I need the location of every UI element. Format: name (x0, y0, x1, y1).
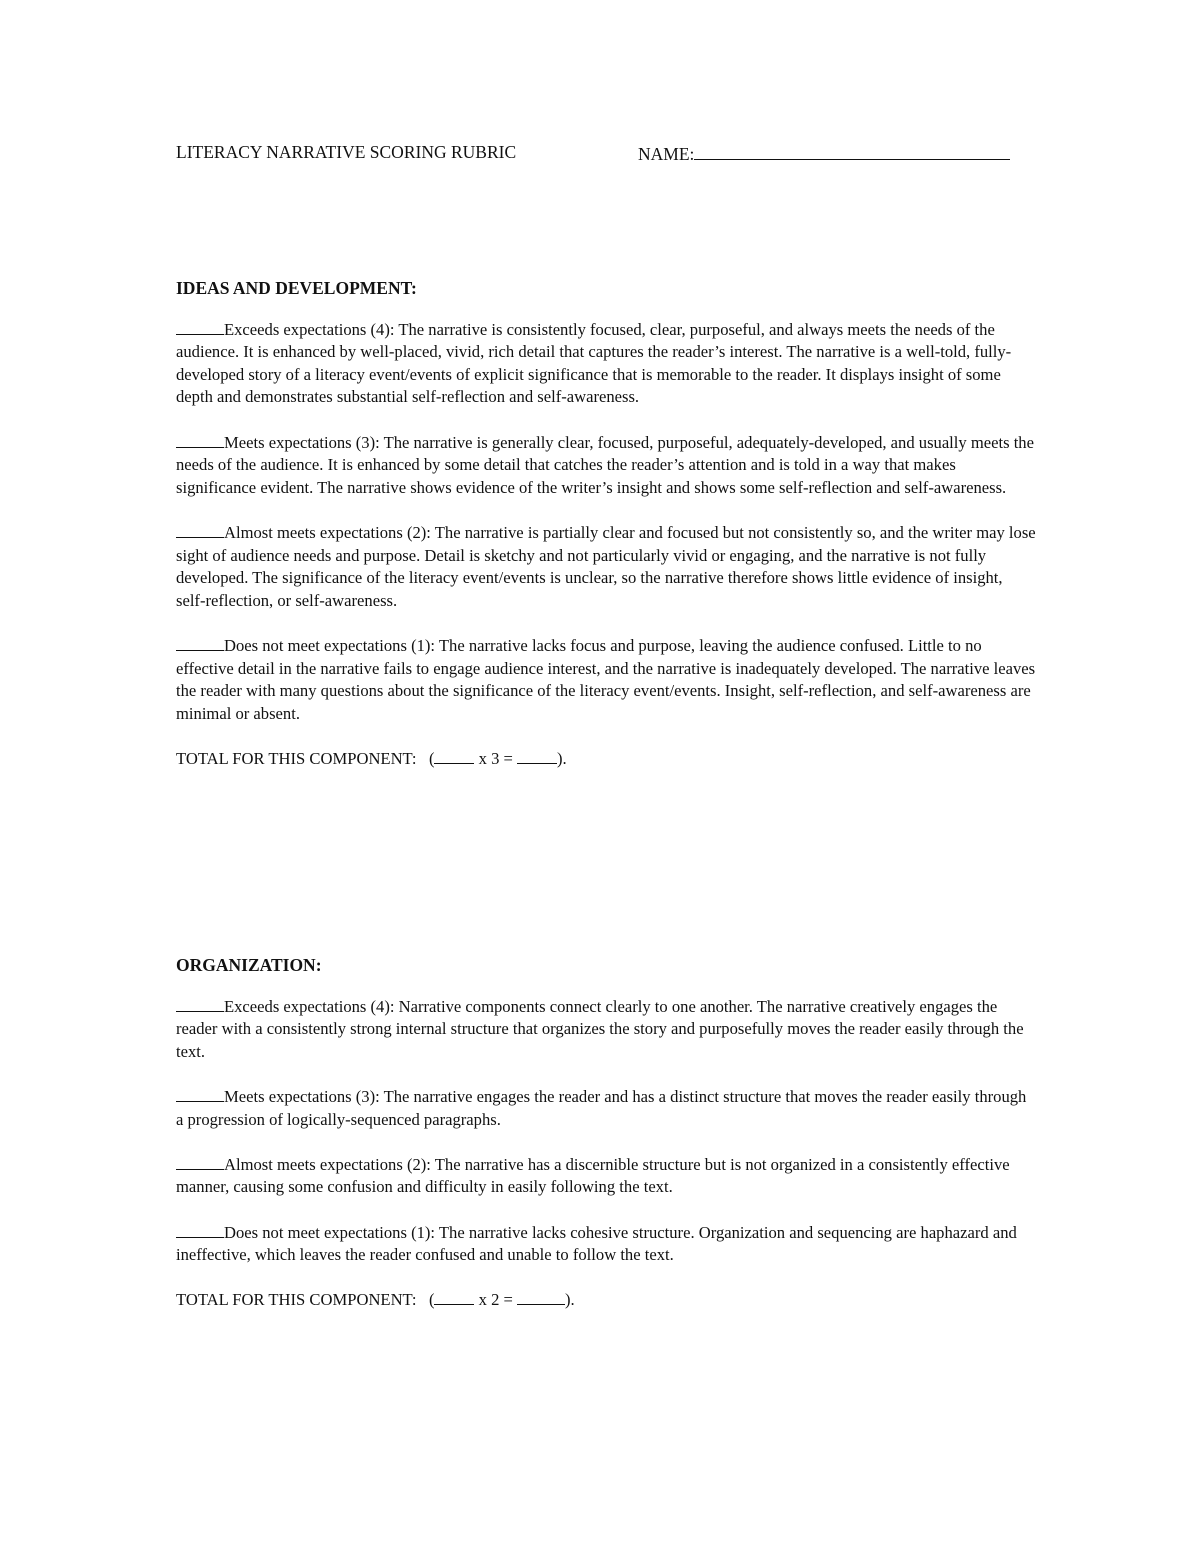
total-open: ( (428, 748, 435, 768)
criterion-text: Does not meet expectations (1): The narrative lacks cohesive structure. Organization and sequencing are haphazard and ineffective, which leaves the reader confused and unable to follow the text. (176, 1222, 1017, 1265)
score-blank (176, 1222, 224, 1238)
document-title: LITERACY NARRATIVE SCORING RUBRIC (176, 142, 517, 162)
criterion-text: Almost meets expectations (2): The narrative is partially clear and focused but not consistently so, and the writer may lose sight of audience needs and purpose. Detail is sketchy and not particularly vivid or engaging, and the narrative is not fully developed. The significance of the literacy event/events is unclear, so the narrative therefore shows little evidence of insight, self-reflection, or self-awareness. (176, 522, 1036, 610)
rubric-header (176, 142, 695, 164)
ideas-criterion-3 (176, 432, 1036, 500)
total-blank (517, 748, 557, 764)
score-blank (176, 1154, 224, 1170)
total-label: TOTAL FOR THIS COMPONENT: (176, 748, 417, 768)
total-blank (517, 1289, 565, 1305)
score-blank (176, 996, 224, 1012)
total-multiplier: x 2 = (478, 1290, 513, 1310)
ideas-criterion-2 (176, 522, 1036, 612)
organization-total (176, 1289, 1036, 1312)
criterion-text: Does not meet expectations (1): The narrative lacks focus and purpose, leaving the audience confused. Little to no effective detail in the narrative fails to engage audience interest, and the narrative is inadequately developed. The narrative leaves the reader with many questions about the significance of the literacy event/events. Insight, self-reflection, and self-awareness are minimal or absent. (176, 635, 1036, 723)
org-criterion-4 (176, 996, 1036, 1064)
org-criterion-1 (176, 1222, 1036, 1267)
name-label: NAME: (638, 144, 695, 164)
score-blank (176, 319, 224, 335)
score-blank (434, 748, 474, 764)
org-criterion-2 (176, 1154, 1036, 1199)
section-title-ideas: IDEAS AND DEVELOPMENT: (176, 278, 417, 298)
section-title-organization: ORGANIZATION: (176, 955, 322, 975)
criterion-text: Meets expectations (3): The narrative engages the reader and has a distinct structure that moves the reader easily through a progression of logically-sequenced paragraphs. (176, 1086, 1027, 1129)
total-label: TOTAL FOR THIS COMPONENT: (176, 1290, 417, 1310)
name-blank (694, 142, 1010, 160)
score-blank (434, 1289, 474, 1305)
score-blank (176, 1086, 224, 1102)
ideas-criterion-1 (176, 635, 1036, 725)
org-criterion-3 (176, 1086, 1036, 1131)
total-close: ). (557, 748, 567, 768)
ideas-criterion-4 (176, 319, 1036, 409)
score-blank (176, 522, 224, 538)
name-field (638, 142, 1010, 165)
total-open: ( (428, 1290, 435, 1310)
ideas-total (176, 748, 1036, 771)
total-close: ). (565, 1290, 575, 1310)
score-blank (176, 635, 224, 651)
organization-section (176, 954, 1036, 1312)
criterion-text: Almost meets expectations (2): The narrative has a discernible structure but is not organized in a consistently effective manner, causing some confusion and difficulty in easily following the text. (176, 1154, 1010, 1197)
ideas-section (176, 277, 1036, 770)
criterion-text: Exceeds expectations (4): Narrative components connect clearly to one another. The narrative creatively engages the reader with a consistently strong internal structure that organizes the story and purposefully moves the reader easily through the text. (176, 996, 1024, 1061)
criterion-text: Exceeds expectations (4): The narrative is consistently focused, clear, purposeful, and always meets the needs of the audience. It is enhanced by well-placed, vivid, rich detail that captures the reader’s interest. The narrative is a well-told, fully-developed story of a literacy event/events of explicit significance that is memorable to the reader. It displays insight of some depth and demonstrates substantial self-reflection and self-awareness. (176, 319, 1012, 407)
total-multiplier: x 3 = (478, 748, 513, 768)
criterion-text: Meets expectations (3): The narrative is generally clear, focused, purposeful, adequately-developed, and usually meets the needs of the audience. It is enhanced by some detail that catches the reader’s attention and is told in a way that makes significance evident. The narrative shows evidence of the writer’s insight and shows some self-reflection and self-awareness. (176, 432, 1034, 497)
score-blank (176, 432, 224, 448)
